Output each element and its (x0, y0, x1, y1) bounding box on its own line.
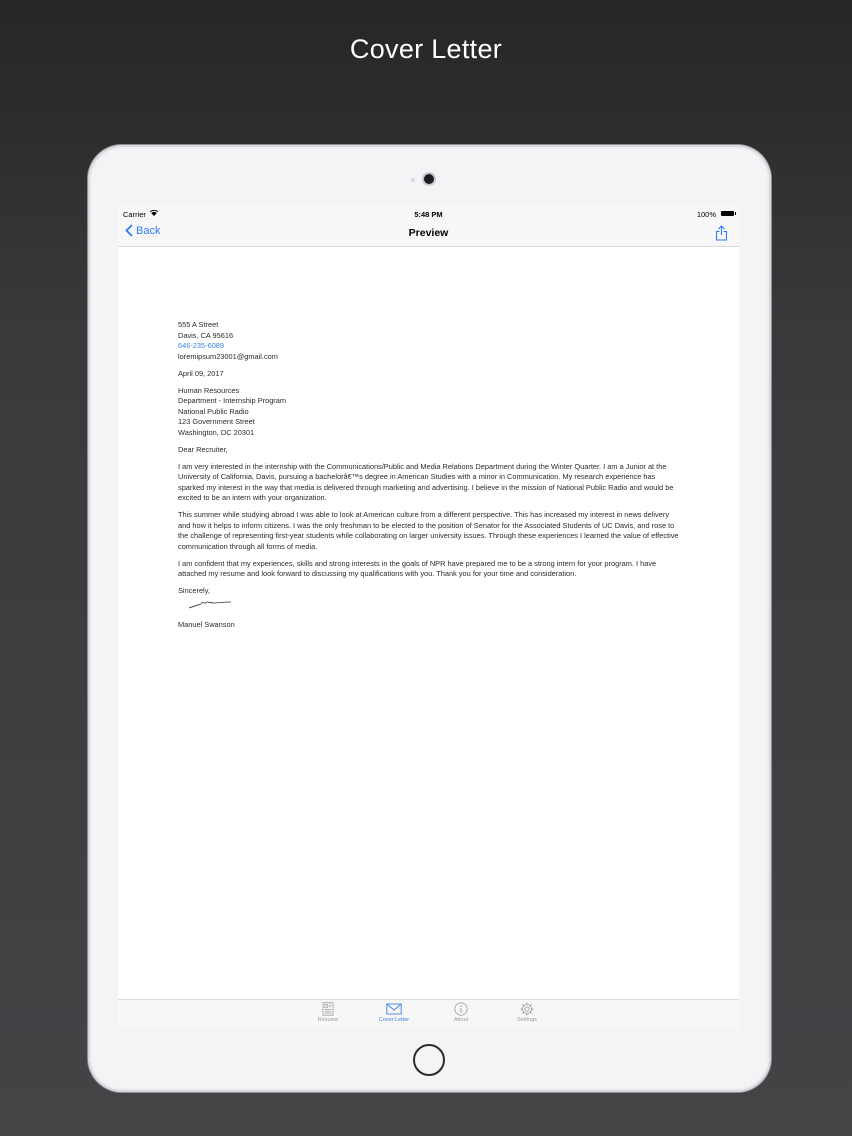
gear-icon (497, 1002, 557, 1016)
carrier-label: Carrier (123, 210, 146, 219)
tab-label: About (453, 1017, 469, 1023)
letter-date: April 09, 2017 (178, 368, 224, 378)
home-button[interactable] (413, 1044, 445, 1076)
tab-label: Resume (317, 1017, 339, 1023)
info-icon (431, 1002, 491, 1016)
tab-resume[interactable] (298, 1002, 358, 1023)
recipient-line: Washington, DC 20301 (178, 427, 255, 437)
share-button[interactable] (715, 225, 728, 246)
status-time: 5:48 PM (414, 210, 443, 219)
envelope-icon (364, 1002, 424, 1016)
back-label: Back (136, 224, 161, 237)
nav-title: Preview (408, 227, 449, 239)
signer-name: Manuel Swanson (178, 619, 235, 629)
page-headline: Cover Letter (349, 34, 503, 64)
letter-paragraph: I am confident that my experiences, skills and strong interests in the goals of NPR have prepared me to be a strong intern for your program. I have attached my resume and look forward to discussing my qualifications with you. Thank you for your time and consideration. (178, 558, 657, 578)
sender-city: Davis, CA 95616 (178, 330, 234, 340)
tab-label: Settings (517, 1017, 537, 1023)
tab-bar (118, 999, 739, 1029)
status-bar (118, 206, 739, 222)
tab-cover-letter[interactable] (364, 1002, 424, 1023)
recipient-line: 123 Government Street (178, 417, 255, 426)
recipient-line: Department - Internship Program (178, 396, 287, 405)
sender-street: 555 A Street (178, 320, 219, 329)
sender-phone-link[interactable]: 646-235-6089 (178, 341, 225, 350)
share-icon (715, 228, 728, 245)
salutation: Dear Recruiter, (178, 444, 228, 454)
resume-icon (298, 1002, 358, 1016)
tab-label: Cover Letter (378, 1017, 410, 1023)
app-screen (118, 206, 739, 1029)
closing: Sincerely, (178, 586, 210, 595)
letter-paragraph: This summer while studying abroad I was able to look at American culture from a different perspective. This has increased my interest in news delivery and how it helps to inform citizens. I was the only freshman to be elected to the position of Senator for the Associated Students of UC Davis, and rose to the challenge of representing first-year students while collaborating on larger university issues. Through these experiences I learned the value of effective communication through all forms of media. (178, 510, 679, 551)
recipient-line: National Public Radio (178, 406, 249, 416)
sender-address (178, 320, 680, 362)
front-sensor (411, 178, 415, 182)
signature-image (188, 598, 232, 610)
recipient-address (178, 386, 680, 439)
battery-percent: 100% (696, 210, 716, 219)
battery-icon (721, 211, 734, 216)
tab-about[interactable] (431, 1002, 491, 1023)
sender-email: loremipsum23001@gmail.com (178, 351, 278, 361)
cover-letter-document (178, 320, 680, 630)
tab-settings[interactable] (497, 1002, 557, 1023)
recipient-line: Human Resources (178, 385, 240, 395)
ipad-device-frame (88, 145, 771, 1092)
front-camera (424, 174, 434, 184)
navigation-bar (118, 222, 739, 247)
letter-paragraph: I am very interested in the internship with the Communications/Public and Media Relations Department during the Winter Quarter. I am a Junior at the University of California, Davis, pursuing a bachelorâ€™s degree in American Studies with a minor in Communication. My research experience has sparked my interest in the way that media is delivered through marketing and advertising. I believe in the mission of National Public Radio and would be excited to be an intern with your organization. (178, 461, 674, 502)
